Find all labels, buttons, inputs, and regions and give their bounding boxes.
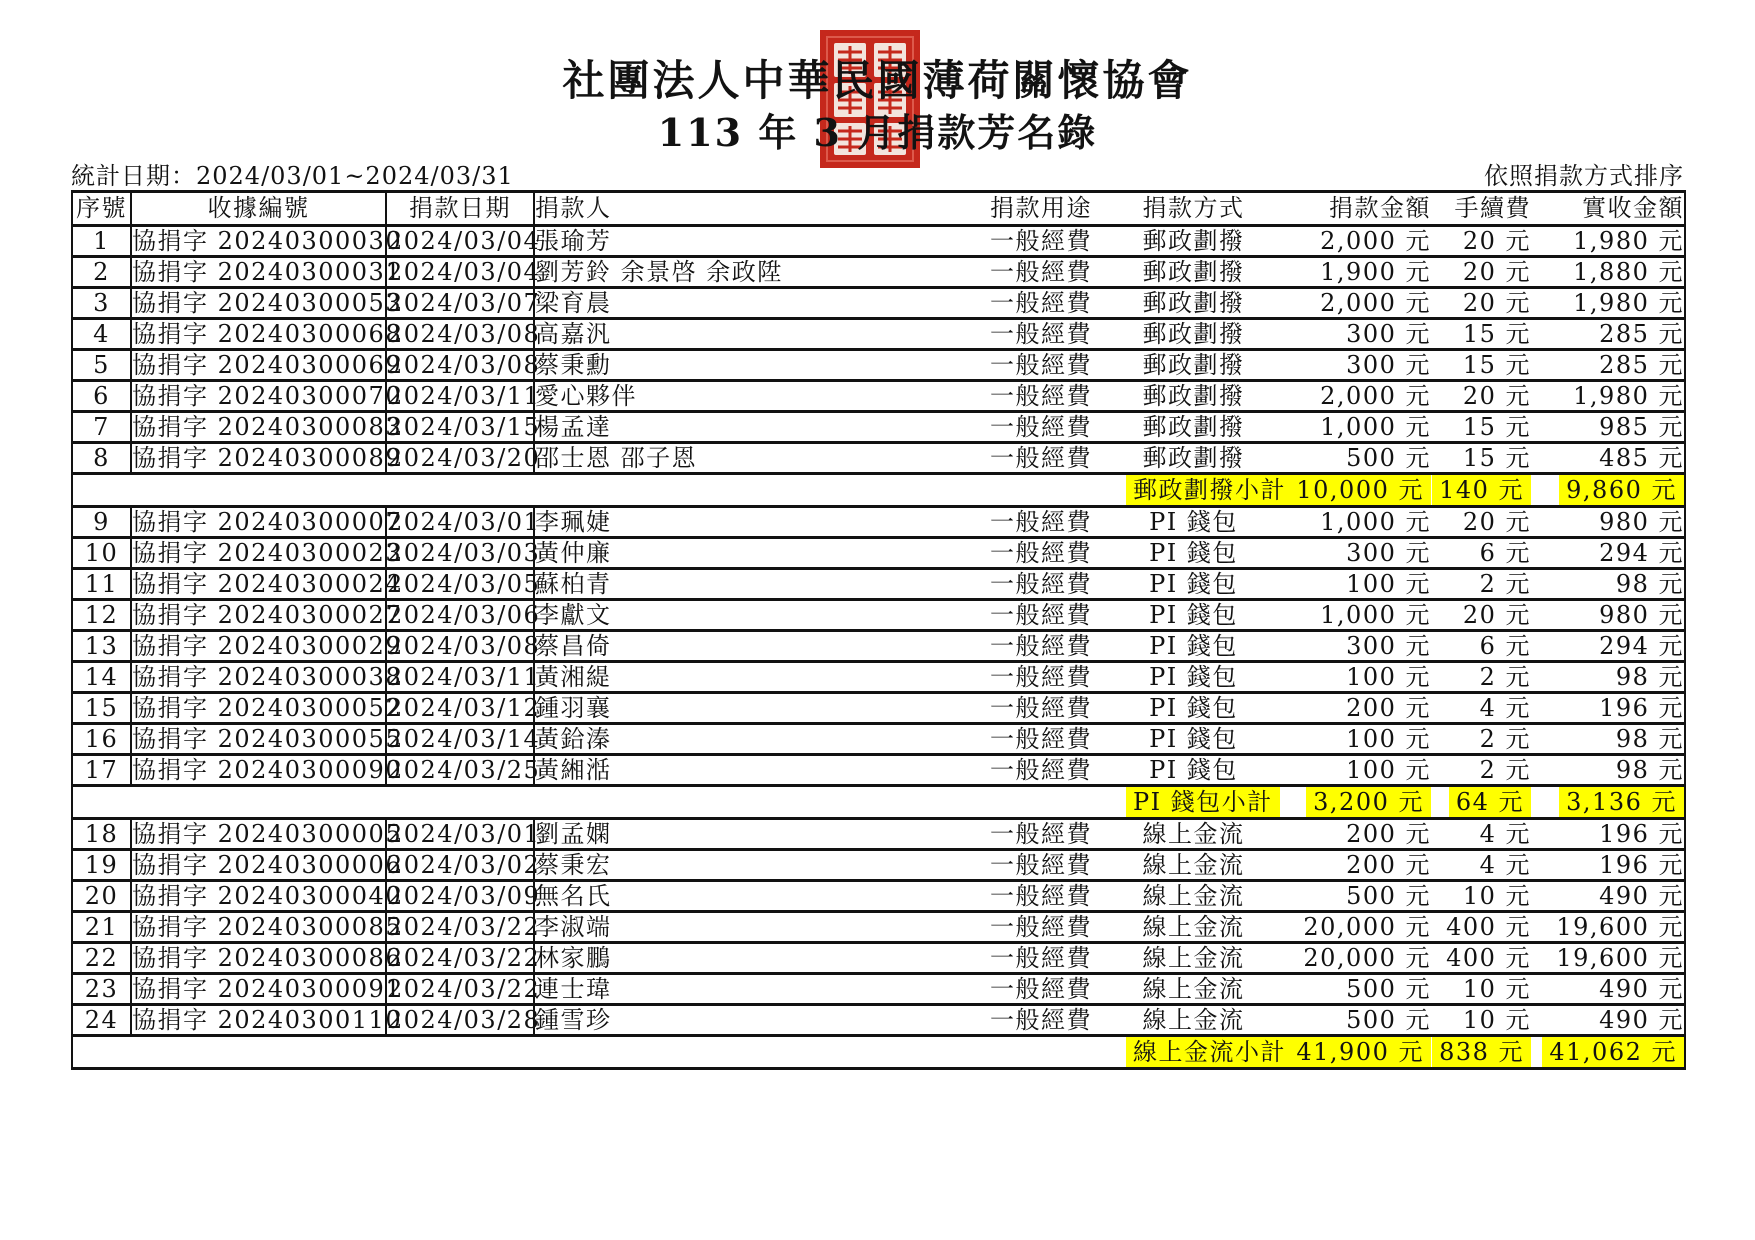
cell-purpose: 一般經費 — [956, 569, 1126, 600]
cell-date: 2024/03/11 — [387, 663, 541, 691]
cell-fee: 10 元 — [1431, 974, 1531, 1005]
col-header-donor: 捐款人 — [534, 192, 956, 226]
cell-net: 485 元 — [1531, 443, 1685, 474]
info-row — [71, 156, 1684, 191]
cell-receipt-no: 協捐字 20240300070 — [132, 382, 403, 410]
cell-date: 2024/03/01 — [387, 508, 541, 536]
col-header-method: 捐款方式 — [1126, 192, 1261, 226]
cell-donor: 黃鉿溱 — [534, 724, 956, 755]
donation-row — [72, 912, 1685, 943]
subtotal-spacer — [72, 786, 1126, 819]
cell-fee: 2 元 — [1431, 662, 1531, 693]
cell-date: 2024/03/12 — [387, 694, 541, 722]
cell-amount: 200 元 — [1261, 850, 1431, 881]
cell-receipt-no: 協捐字 20240300085 — [132, 913, 403, 941]
cell-receipt-no: 協捐字 20240300038 — [132, 663, 403, 691]
cell-net: 1,980 元 — [1531, 226, 1685, 257]
cell-purpose: 一般經費 — [956, 1005, 1126, 1036]
cell-date: 2024/03/03 — [387, 539, 541, 567]
col-header-receipt-no: 收據編號 — [131, 192, 386, 226]
cell-net: 1,880 元 — [1531, 257, 1685, 288]
cell-date: 2024/03/22 — [387, 975, 541, 1003]
cell-receipt-no: 協捐字 20240300110 — [132, 1006, 403, 1034]
cell-donor: 林家鵬 — [534, 943, 956, 974]
cell-date: 2024/03/22 — [387, 944, 541, 972]
cell-seq: 17 — [72, 755, 131, 786]
cell-net: 294 元 — [1531, 538, 1685, 569]
cell-fee: 20 元 — [1431, 507, 1531, 538]
donation-table-body — [72, 226, 1685, 1069]
cell-purpose: 一般經費 — [956, 881, 1126, 912]
cell-fee: 6 元 — [1431, 631, 1531, 662]
cell-date: 2024/03/22 — [387, 913, 541, 941]
cell-amount: 300 元 — [1261, 538, 1431, 569]
cell-seq: 24 — [72, 1005, 131, 1036]
table-header-row — [72, 192, 1685, 226]
donation-row — [72, 850, 1685, 881]
cell-donor: 黃仲廉 — [534, 538, 956, 569]
stats-date-text: 統計日期：2024/03/01~2024/03/31 — [71, 162, 514, 190]
cell-method: PI 錢包 — [1126, 755, 1261, 786]
subtotal-net: 3,136 元 — [1559, 787, 1684, 817]
cell-purpose: 一般經費 — [956, 319, 1126, 350]
cell-seq: 15 — [72, 693, 131, 724]
cell-purpose: 一般經費 — [956, 381, 1126, 412]
cell-donor: 蘇柏青 — [534, 569, 956, 600]
cell-seq: 8 — [72, 443, 131, 474]
cell-receipt-no: 協捐字 20240300024 — [132, 570, 403, 598]
cell-method: PI 錢包 — [1126, 538, 1261, 569]
cell-amount: 500 元 — [1261, 974, 1431, 1005]
subtotal-row — [72, 474, 1685, 507]
cell-seq: 21 — [72, 912, 131, 943]
cell-purpose: 一般經費 — [956, 912, 1126, 943]
cell-receipt-no: 協捐字 20240300053 — [132, 289, 403, 317]
cell-fee: 10 元 — [1431, 1005, 1531, 1036]
cell-date: 2024/03/08 — [387, 320, 541, 348]
cell-amount: 500 元 — [1261, 443, 1431, 474]
cell-date: 2024/03/14 — [387, 725, 541, 753]
donation-row — [72, 881, 1685, 912]
donation-row — [72, 507, 1685, 538]
cell-purpose: 一般經費 — [956, 850, 1126, 881]
cell-fee: 4 元 — [1431, 693, 1531, 724]
cell-donor: 劉芳鈴 余景啓 余政陞 — [534, 257, 956, 288]
cell-date: 2024/03/08 — [387, 351, 541, 379]
cell-receipt-no: 協捐字 20240300083 — [132, 413, 403, 441]
cell-method: 線上金流 — [1126, 881, 1261, 912]
cell-date: 2024/03/06 — [387, 601, 541, 629]
cell-net: 98 元 — [1531, 755, 1685, 786]
donation-row — [72, 693, 1685, 724]
cell-purpose: 一般經費 — [956, 662, 1126, 693]
cell-date: 2024/03/08 — [387, 632, 541, 660]
cell-net: 985 元 — [1531, 412, 1685, 443]
subtotal-fee: 838 元 — [1432, 1037, 1531, 1067]
cell-method: 線上金流 — [1126, 819, 1261, 850]
cell-net: 1,980 元 — [1531, 288, 1685, 319]
cell-donor: 張瑜芳 — [534, 226, 956, 257]
cell-receipt-no: 協捐字 20240300055 — [132, 725, 403, 753]
cell-amount: 100 元 — [1261, 569, 1431, 600]
cell-donor: 無名氏 — [534, 881, 956, 912]
cell-purpose: 一般經費 — [956, 538, 1126, 569]
donation-row — [72, 662, 1685, 693]
cell-fee: 2 元 — [1431, 569, 1531, 600]
col-header-purpose: 捐款用途 — [956, 192, 1126, 226]
cell-date: 2024/03/04 — [387, 227, 541, 255]
donation-row — [72, 755, 1685, 786]
cell-method: PI 錢包 — [1126, 662, 1261, 693]
cell-fee: 4 元 — [1431, 850, 1531, 881]
cell-receipt-no: 協捐字 20240300089 — [132, 444, 403, 472]
donation-row — [72, 412, 1685, 443]
cell-date: 2024/03/07 — [387, 289, 541, 317]
cell-fee: 20 元 — [1431, 381, 1531, 412]
cell-receipt-no: 協捐字 20240300007 — [132, 508, 403, 536]
cell-method: PI 錢包 — [1126, 724, 1261, 755]
cell-amount: 500 元 — [1261, 1005, 1431, 1036]
table-header — [72, 192, 1685, 226]
cell-amount: 100 元 — [1261, 662, 1431, 693]
cell-seq: 10 — [72, 538, 131, 569]
cell-date: 2024/03/28 — [387, 1006, 541, 1034]
cell-seq: 9 — [72, 507, 131, 538]
cell-receipt-no: 協捐字 20240300023 — [132, 539, 403, 567]
donation-row — [72, 569, 1685, 600]
cell-method: 線上金流 — [1126, 943, 1261, 974]
cell-purpose: 一般經費 — [956, 724, 1126, 755]
subtotal-row — [72, 786, 1685, 819]
cell-purpose: 一般經費 — [956, 693, 1126, 724]
subtotal-amount: 10,000 元 — [1289, 475, 1431, 505]
cell-date: 2024/03/01 — [387, 820, 541, 848]
cell-amount: 500 元 — [1261, 881, 1431, 912]
cell-date: 2024/03/05 — [387, 570, 541, 598]
cell-net: 294 元 — [1531, 631, 1685, 662]
cell-purpose: 一般經費 — [956, 412, 1126, 443]
donation-row — [72, 600, 1685, 631]
cell-seq: 12 — [72, 600, 131, 631]
col-header-fee: 手續費 — [1431, 192, 1531, 226]
cell-amount: 100 元 — [1261, 724, 1431, 755]
cell-method: 郵政劃撥 — [1126, 257, 1261, 288]
cell-fee: 10 元 — [1431, 881, 1531, 912]
cell-amount: 20,000 元 — [1261, 912, 1431, 943]
cell-amount: 1,000 元 — [1261, 412, 1431, 443]
cell-seq: 3 — [72, 288, 131, 319]
cell-amount: 300 元 — [1261, 319, 1431, 350]
cell-donor: 黃湘緹 — [534, 662, 956, 693]
cell-method: 郵政劃撥 — [1126, 381, 1261, 412]
cell-net: 980 元 — [1531, 507, 1685, 538]
cell-receipt-no: 協捐字 20240300069 — [132, 351, 403, 379]
donation-row — [72, 631, 1685, 662]
cell-receipt-no: 協捐字 20240300040 — [132, 882, 403, 910]
cell-date: 2024/03/02 — [387, 851, 541, 879]
donation-row — [72, 226, 1685, 257]
cell-net: 98 元 — [1531, 569, 1685, 600]
cell-purpose: 一般經費 — [956, 507, 1126, 538]
cell-donor: 高嘉汎 — [534, 319, 956, 350]
sort-note-text: 依照捐款方式排序 — [1484, 162, 1684, 190]
cell-donor: 蔡昌倚 — [534, 631, 956, 662]
cell-seq: 22 — [72, 943, 131, 974]
cell-seq: 7 — [72, 412, 131, 443]
subtotal-net: 9,860 元 — [1559, 475, 1684, 505]
cell-donor: 李珮婕 — [534, 507, 956, 538]
cell-method: 郵政劃撥 — [1126, 319, 1261, 350]
cell-fee: 15 元 — [1431, 350, 1531, 381]
cell-seq: 14 — [72, 662, 131, 693]
cell-fee: 2 元 — [1431, 755, 1531, 786]
cell-receipt-no: 協捐字 20240300029 — [132, 632, 403, 660]
donation-row — [72, 257, 1685, 288]
page-title: 社團法人中華民國薄荷關懷協會 — [562, 56, 1193, 105]
cell-method: 線上金流 — [1126, 912, 1261, 943]
cell-donor: 劉孟嫻 — [534, 819, 956, 850]
subtotal-label: 線上金流小計 — [1126, 1037, 1293, 1067]
cell-fee: 20 元 — [1431, 600, 1531, 631]
subtotal-fee: 64 元 — [1449, 787, 1531, 817]
donation-row — [72, 1005, 1685, 1036]
cell-net: 285 元 — [1531, 319, 1685, 350]
donation-table — [71, 190, 1686, 1070]
donation-row — [72, 724, 1685, 755]
cell-date: 2024/03/11 — [387, 382, 541, 410]
cell-donor: 邵士恩 邵子恩 — [534, 443, 956, 474]
cell-donor: 鍾羽襄 — [534, 693, 956, 724]
cell-date: 2024/03/25 — [387, 756, 541, 784]
cell-seq: 6 — [72, 381, 131, 412]
cell-fee: 20 元 — [1431, 226, 1531, 257]
col-header-date: 捐款日期 — [386, 192, 534, 226]
cell-receipt-no: 協捐字 20240300068 — [132, 320, 403, 348]
cell-method: 線上金流 — [1126, 974, 1261, 1005]
cell-donor: 愛心夥伴 — [534, 381, 956, 412]
donation-row — [72, 819, 1685, 850]
cell-receipt-no: 協捐字 20240300086 — [132, 944, 403, 972]
cell-fee: 400 元 — [1431, 912, 1531, 943]
cell-amount: 300 元 — [1261, 631, 1431, 662]
donation-row — [72, 974, 1685, 1005]
cell-amount: 2,000 元 — [1261, 288, 1431, 319]
cell-donor: 鍾雪珍 — [534, 1005, 956, 1036]
cell-method: 郵政劃撥 — [1126, 288, 1261, 319]
cell-seq: 20 — [72, 881, 131, 912]
cell-seq: 5 — [72, 350, 131, 381]
cell-date: 2024/03/20 — [387, 444, 541, 472]
cell-receipt-no: 協捐字 20240300030 — [132, 227, 403, 255]
cell-fee: 2 元 — [1431, 724, 1531, 755]
cell-method: PI 錢包 — [1126, 631, 1261, 662]
cell-seq: 18 — [72, 819, 131, 850]
cell-donor: 蔡秉宏 — [534, 850, 956, 881]
subtotal-fee: 140 元 — [1432, 475, 1531, 505]
cell-donor: 黃緗湉 — [534, 755, 956, 786]
donation-row — [72, 538, 1685, 569]
cell-purpose: 一般經費 — [956, 819, 1126, 850]
cell-net: 1,980 元 — [1531, 381, 1685, 412]
donation-row — [72, 319, 1685, 350]
cell-amount: 100 元 — [1261, 755, 1431, 786]
cell-seq: 1 — [72, 226, 131, 257]
cell-receipt-no: 協捐字 20240300090 — [132, 756, 403, 784]
cell-net: 19,600 元 — [1531, 943, 1685, 974]
cell-method: PI 錢包 — [1126, 693, 1261, 724]
cell-seq: 16 — [72, 724, 131, 755]
cell-date: 2024/03/04 — [387, 258, 541, 286]
cell-purpose: 一般經費 — [956, 288, 1126, 319]
cell-net: 196 元 — [1531, 819, 1685, 850]
subtotal-spacer — [72, 474, 1126, 507]
cell-seq: 13 — [72, 631, 131, 662]
cell-purpose: 一般經費 — [956, 226, 1126, 257]
cell-net: 98 元 — [1531, 724, 1685, 755]
cell-fee: 6 元 — [1431, 538, 1531, 569]
donation-row — [72, 350, 1685, 381]
cell-donor: 楊孟達 — [534, 412, 956, 443]
cell-method: 郵政劃撥 — [1126, 226, 1261, 257]
cell-purpose: 一般經費 — [956, 600, 1126, 631]
cell-seq: 19 — [72, 850, 131, 881]
subtotal-label: 郵政劃撥小計 — [1126, 475, 1293, 505]
subtotal-label: PI 錢包小計 — [1126, 787, 1280, 817]
donation-row — [72, 288, 1685, 319]
cell-amount: 200 元 — [1261, 819, 1431, 850]
cell-method: 郵政劃撥 — [1126, 443, 1261, 474]
cell-purpose: 一般經費 — [956, 257, 1126, 288]
cell-purpose: 一般經費 — [956, 974, 1126, 1005]
cell-seq: 23 — [72, 974, 131, 1005]
cell-receipt-no: 協捐字 20240300091 — [132, 975, 403, 1003]
cell-date: 2024/03/09 — [387, 882, 541, 910]
cell-purpose: 一般經費 — [956, 443, 1126, 474]
subtotal-row — [72, 1036, 1685, 1069]
cell-date: 2024/03/15 — [387, 413, 541, 441]
cell-receipt-no: 協捐字 20240300052 — [132, 694, 403, 722]
cell-amount: 1,900 元 — [1261, 257, 1431, 288]
cell-fee: 4 元 — [1431, 819, 1531, 850]
subtotal-spacer — [72, 1036, 1126, 1069]
col-header-net: 實收金額 — [1531, 192, 1685, 226]
cell-fee: 20 元 — [1431, 257, 1531, 288]
cell-amount: 200 元 — [1261, 693, 1431, 724]
cell-donor: 李獻文 — [534, 600, 956, 631]
subtotal-net: 41,062 元 — [1542, 1037, 1684, 1067]
cell-purpose: 一般經費 — [956, 631, 1126, 662]
cell-method: 線上金流 — [1126, 1005, 1261, 1036]
cell-net: 490 元 — [1531, 881, 1685, 912]
cell-purpose: 一般經費 — [956, 755, 1126, 786]
cell-fee: 20 元 — [1431, 288, 1531, 319]
cell-method: PI 錢包 — [1126, 569, 1261, 600]
cell-receipt-no: 協捐字 20240300005 — [132, 820, 403, 848]
cell-net: 98 元 — [1531, 662, 1685, 693]
cell-method: 郵政劃撥 — [1126, 412, 1261, 443]
col-header-seq: 序號 — [72, 192, 131, 226]
donation-row — [72, 381, 1685, 412]
subtotal-amount: 3,200 元 — [1306, 787, 1431, 817]
cell-purpose: 一般經費 — [956, 943, 1126, 974]
cell-fee: 15 元 — [1431, 412, 1531, 443]
cell-net: 490 元 — [1531, 974, 1685, 1005]
donation-row — [72, 943, 1685, 974]
cell-net: 196 元 — [1531, 693, 1685, 724]
cell-purpose: 一般經費 — [956, 350, 1126, 381]
cell-seq: 2 — [72, 257, 131, 288]
cell-amount: 2,000 元 — [1261, 381, 1431, 412]
cell-seq: 11 — [72, 569, 131, 600]
cell-donor: 梁育晨 — [534, 288, 956, 319]
cell-donor: 連士瑋 — [534, 974, 956, 1005]
donation-row — [72, 443, 1685, 474]
cell-amount: 20,000 元 — [1261, 943, 1431, 974]
cell-net: 19,600 元 — [1531, 912, 1685, 943]
cell-amount: 1,000 元 — [1261, 507, 1431, 538]
cell-fee: 15 元 — [1431, 319, 1531, 350]
subtotal-amount: 41,900 元 — [1289, 1037, 1431, 1067]
cell-net: 196 元 — [1531, 850, 1685, 881]
cell-method: 郵政劃撥 — [1126, 350, 1261, 381]
cell-receipt-no: 協捐字 20240300031 — [132, 258, 403, 286]
cell-donor: 蔡秉勳 — [534, 350, 956, 381]
cell-fee: 15 元 — [1431, 443, 1531, 474]
cell-net: 285 元 — [1531, 350, 1685, 381]
cell-amount: 2,000 元 — [1261, 226, 1431, 257]
cell-amount: 1,000 元 — [1261, 600, 1431, 631]
cell-donor: 李淑端 — [534, 912, 956, 943]
cell-method: PI 錢包 — [1126, 507, 1261, 538]
cell-seq: 4 — [72, 319, 131, 350]
cell-method: PI 錢包 — [1126, 600, 1261, 631]
col-header-amount: 捐款金額 — [1261, 192, 1431, 226]
cell-net: 980 元 — [1531, 600, 1685, 631]
cell-receipt-no: 協捐字 20240300006 — [132, 851, 403, 879]
cell-net: 490 元 — [1531, 1005, 1685, 1036]
cell-amount: 300 元 — [1261, 350, 1431, 381]
cell-receipt-no: 協捐字 20240300027 — [132, 601, 403, 629]
cell-method: 線上金流 — [1126, 850, 1261, 881]
cell-fee: 400 元 — [1431, 943, 1531, 974]
page-subtitle: 113 年 3 月捐款芳名錄 — [657, 110, 1098, 155]
